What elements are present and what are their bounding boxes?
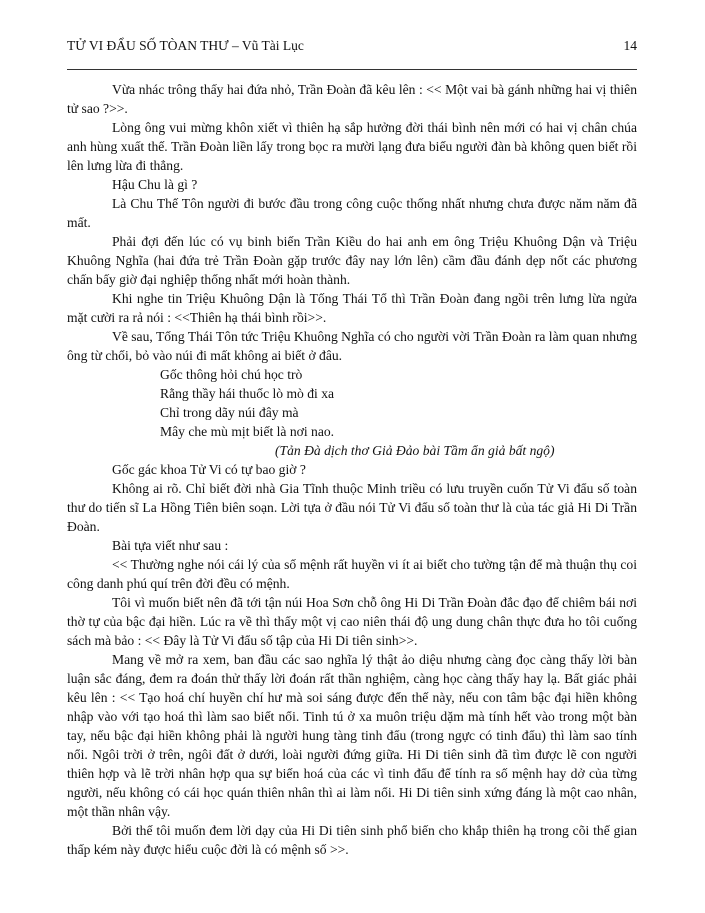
page-header xyxy=(67,38,637,60)
paragraph: Mang về mở ra xem, ban đầu các sao nghĩa lý thật ảo diệu nhưng càng đọc càng thấy lời bàn luận sắc đáng, đem ra đoán thử thấy lời đoán rất thần nghiệm, càng học càng thấy hay lạ. Bất giác phải kêu lên : << Tạo hoá chí huyền chí hư mà soi sáng được đến thế này, nếu con tâm bậc đại hiền không nhập vào với tạo hoá thì làm sao biết nổi. Tinh tú ở xa muôn triệu dặm mà tính hết vào trong một bàn tay, nếu bậc đại hiền không phải là người hung tàng tinh đẩu (trong ngực có tinh đẩu) thì làm sao tính nổi. Ngôi trời ở trên, ngôi đất ở dưới, loài người đứng giữa. Hi Di tiên sinh đã tìm được lẽ con người thiên hợp và lẽ trời nhân hợp qua sự biến hoá của các vì tinh đẩu để tính ra số mệnh hay dở của từng người, nếu không có cái học quán thiên nhân thì ai làm nổi. Hi Di tiên sinh xứng đáng là một cao nhân, một thần nhân vậy. xyxy=(67,652,637,819)
poem xyxy=(67,365,637,441)
header-title: TỬ VI ĐẨU SỐ TÒAN THƯ – Vũ Tài Lục xyxy=(67,38,304,53)
poem-line: Gốc thông hỏi chú học trò xyxy=(160,367,303,382)
page-number: 14 xyxy=(623,38,637,53)
paragraph: Về sau, Tống Thái Tôn tức Triệu Khuông Nghĩa có cho người vời Trần Đoàn ra làm quan nhưng ông từ chối, bỏ vào núi đi mất không ai biết ở đâu. xyxy=(67,329,637,363)
body-text xyxy=(67,80,637,859)
poem-line: Mây che mù mịt biết là nơi nao. xyxy=(160,424,335,439)
poem-line: Rằng thầy hái thuốc lò mò đi xa xyxy=(160,386,335,401)
paragraph: Bài tựa viết như sau : xyxy=(112,538,229,553)
poem-line: Chỉ trong dãy núi đây mà xyxy=(160,405,299,420)
poem-credit: (Tản Đà dịch thơ Giả Đảo bài Tầm ẩn giả bất ngộ) xyxy=(275,443,555,458)
paragraph: Khi nghe tin Triệu Khuông Dận là Tống Thái Tổ thì Trần Đoàn đang ngồi trên lưng lừa ngửa mặt cười ra rả nói : <<Thiên hạ thái bình rồi>>. xyxy=(67,291,637,325)
paragraph: Hậu Chu là gì ? xyxy=(112,177,198,192)
paragraph: Gốc gác khoa Tử Vi có tự bao giờ ? xyxy=(112,462,306,477)
paragraph: Tôi vì muốn biết nên đã tới tận núi Hoa Sơn chỗ ông Hi Di Trần Đoàn đắc đạo để chiêm bái nơi thờ tự của bậc đại hiền. Lúc ra về thì thấy một vị cao niên thái độ ung dung chân thực đưa ho tôi cuống sách mà bảo : << Đây là Tử Vi đẩu số tập của Hi Di tiên sinh>>. xyxy=(67,595,637,648)
header-divider xyxy=(67,69,637,70)
paragraph: Không ai rõ. Chỉ biết đời nhà Gia Tĩnh thuộc Minh triều có lưu truyền cuốn Tử Vi đẩu số toàn thư do tiến sĩ La Hồng Tiên biên soạn. Lời tựa ở đầu nói Tử Vi đẩu số toàn thư là của tác giả Hi Di Trần Đoàn. xyxy=(67,481,637,534)
paragraph: Phải đợi đến lúc có vụ binh biến Trần Kiều do hai anh em ông Triệu Khuông Dận và Triệu Khuông Nghĩa (hai đứa trẻ Trần Đoàn gặp trước đây nay lớn lên) cầm đầu đánh dẹp nốt các phương chấn bấy giờ đại nghiệp thống nhất mới hoàn thành. xyxy=(67,234,637,287)
paragraph: Bởi thế tôi muốn đem lời dạy của Hi Di tiên sinh phổ biến cho khắp thiên hạ trong cõi thế gian thấp kém này được hiểu cuộc đời là có mệnh số >>. xyxy=(67,823,637,857)
paragraph: Lòng ông vui mừng khôn xiết vì thiên hạ sắp hưởng đời thái bình nên mới có hai vị chân chúa anh hùng xuất thế. Trần Đoàn liền lấy trong bọc ra mười lạng đưa biếu người đàn bà không quen biết rồi lên lưng lừa đi thẳng. xyxy=(67,120,637,173)
paragraph: Vừa nhác trông thấy hai đứa nhỏ, Trần Đoàn đã kêu lên : << Một vai bà gánh những hai vị thiên tử sao ?>>. xyxy=(67,82,637,116)
paragraph: Là Chu Thế Tôn người đi bước đầu trong công cuộc thống nhất nhưng chưa được năm năm đã mất. xyxy=(67,196,637,230)
paragraph: << Thường nghe nói cái lý của số mệnh rất huyền vi ít ai biết cho tường tận để mà thuận thụ coi công danh phú quí trên đời đều có mệnh. xyxy=(67,557,637,591)
